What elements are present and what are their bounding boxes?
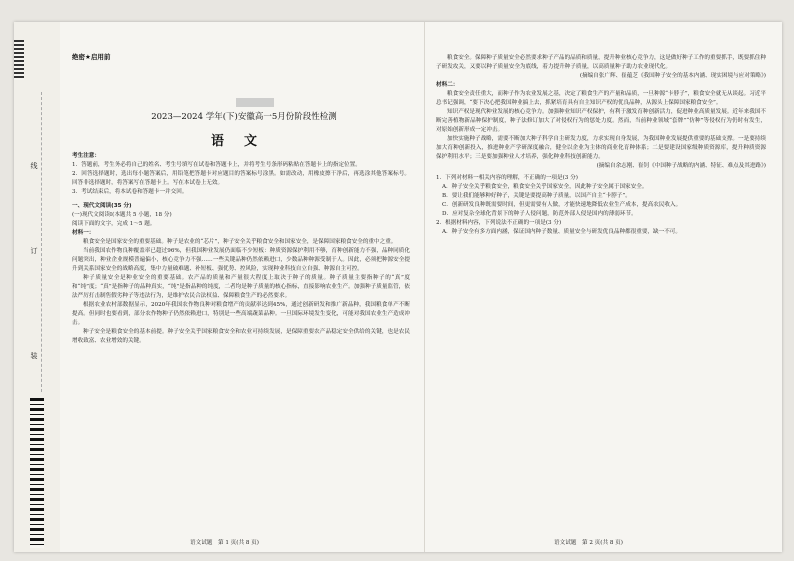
subsection-heading: (一)现代文阅读Ⅰ(本题共 5 小题，18 分) <box>72 212 172 218</box>
subject-title: 语文 <box>210 134 277 149</box>
question-stem: 1．下列对材料一相关内容的理解，不正确的一项是(3 分) <box>436 175 578 181</box>
exam-title: 2023—2024 学年(下)安徽高一5月份阶段性检测 <box>151 112 337 122</box>
material-label: 材料二： <box>436 82 459 88</box>
page-fold <box>424 22 425 552</box>
right-page <box>436 54 766 237</box>
page-footer-right: 语文试题 第 2 页(共 8 页) <box>554 540 623 546</box>
notice-item: 2．回答选择题时，选出每小题答案后，用铅笔把答题卡对应题目的答案标号涂黑。如需改动，用橡皮擦干净后，再选涂其他答案标号。回答非选择题时，将答案写在答题卡上。写在本试卷上无效。 <box>72 171 410 186</box>
notice-item: 1．答题前，考生务必将自己的姓名、考生号填写在试卷和答题卡上，并将考生号条形码粘贴在答题卡上的指定位置。 <box>72 162 361 168</box>
paragraph: 粮食安全是国家安全的重要基础。种子是农业的“芯片”，种子安全关乎粮食安全和国家安全，是保障国家粮食安全的重中之重。 <box>83 239 397 245</box>
question-option: B．要让我们能够种好种子，关键是要提高种子质量，以国产自主“卡脖子”。 <box>442 193 631 199</box>
exam-sheet <box>14 22 782 552</box>
paragraph: 加快实施种子战略，需要不断加大种子科学自主研发力度，力求实现自身发展，为我国种业发展提供重要的基础支撑。一是要持续加大育种创新投入，推进种业产学研深度融合，健全以企业为主体的商业化育种体系；二是要建设国家级种质资源库，提升种质资源保护利用水平；三是要加强种业人才培养，强化种业科技创新能力。 <box>436 136 766 160</box>
notice-heading: 考生注意： <box>72 153 100 159</box>
question-option: A．种子安全关乎粮食安全，粮食安全关乎国家安全，因此种子安全属于国家安全。 <box>442 184 648 190</box>
material-label: 材料一： <box>72 230 95 236</box>
corner-barcode-icon <box>14 40 24 80</box>
notice-item: 3．考试结束后，将本试卷和答题卡一并交回。 <box>72 189 188 195</box>
source-citation: (摘编自张广辉、崔蕴芝《我国种子安全的基本内涵、现实困境与应对策略》) <box>579 73 766 79</box>
question-option: A．种子安全有多方面内涵，保证国内种子数量、质量安全与研发优良品种都很重要，缺一不可。 <box>442 229 681 235</box>
margin-label-ding: 订 <box>30 247 38 254</box>
question-option: C．创新研发良种既需要时间，但更需要有人做，才能快速地降低农业生产成本，提高农民收入。 <box>442 202 682 208</box>
question-option: D．应对复杂全球化背景下的种子人侵问题，防范外部人侵是国内的薄弱环节。 <box>442 211 637 217</box>
redacted-logo <box>236 98 274 107</box>
binding-margin <box>14 22 60 552</box>
paragraph: 粮食安全责任重大，而种子作为农业发展之基，决定了粮食生产的产量和品质，一旦种源“卡脖子”，粮食安全就无从谈起。习近平总书记强调，“要下决心把我国种业搞上去，抓紧培育具有自主知识产权的优良品种，从源头上保障国家粮食安全”。 <box>436 91 766 106</box>
cut-line <box>41 92 42 392</box>
paragraph: 种子安全是粮食安全的基本前提。种子安全关乎国家粮食安全和农业可持续发展，是保障重要农产品稳定安全供给的关键，也是农民增收致富、农业增效的关键。 <box>72 329 410 344</box>
paragraph: 当前我国农作物良种覆盖率已超过96%，但我国种业发展仍面临不少短板：种质资源保护利用不够，育种创新能力不强，品种同质化问题突出，种业企业规模普遍偏小，核心竞争力不强……一些关键品种仍然依赖进口，少数品种种源受制于人。因此，必须把种源安全提升到关系国家安全的战略高度，集中力量破难题、补短板、强优势、控风险，实现种业科技自立自强、种源自主可控。 <box>72 248 410 272</box>
instruction: 阅读下面的文字，完成 1～5 题。 <box>72 221 156 227</box>
paragraph: 种子质量安全是种业安全的重要基础。农产品的质量和产量很大程度上取决于种子的质量。种子质量主要指种子的“真”度和“纯”度；“真”是指种子的品种真实，“纯”是指品种的纯度，二者均是种子质量的核心指标，直接影响农业生产。加强种子质量监管，依法严厉打击制售假劣种子等违法行为，是维护农民合法权益、保障粮食生产的必然要求。 <box>72 275 410 299</box>
margin-label-xian: 线 <box>30 162 38 169</box>
barcode-icon <box>30 398 44 548</box>
margin-label-zhuang: 装 <box>30 352 38 359</box>
section-heading: 一、现代文阅读(35 分) <box>72 203 132 209</box>
paragraph: 根据农业农村部数据显示，2020年我国农作物良种对粮食增产的贡献率达到45%，通过创新研发和推广新品种，我国粮食单产不断提高。但同时也要看到，部分农作物种子仍然依赖进口，特别是一些高端蔬菜品种。一旦国际环境发生变化，可能对我国农业生产造成冲击。 <box>72 302 410 326</box>
question-stem: 2．根据材料内容，下列说法不正确的一项是(3 分) <box>436 220 562 226</box>
page-footer-left: 语文试题 第 1 页(共 8 页) <box>190 540 259 546</box>
paragraph: 知识产权是现代种业发展的核心竞争力。加强种业知识产权保护，有利于激发育种创新活力，促进种业高质量发展。近年来我国不断完善植物新品种保护制度，种子法修订加大了对侵权行为的惩处力度。然而，当前种业领域“套牌”“仿种”等侵权行为仍时有发生，对原始创新形成一定冲击。 <box>436 109 766 133</box>
left-page <box>72 152 410 346</box>
secret-label: 绝密★启用前 <box>72 53 111 61</box>
source-citation: (摘编自余志刚、崔钊《中国种子战略的内涵、特征、难点及其进路》) <box>596 163 766 169</box>
paragraph: 粮食安全。保障种子质量安全必然要求种子产品的品质和质量，提升种业核心竞争力，这是做好种子工作的重要抓手，既要抓住种子研发攻关，又要以种子质量安全为底线，着力提升种子质量，以高质量种子助力农业现代化。 <box>436 55 766 70</box>
